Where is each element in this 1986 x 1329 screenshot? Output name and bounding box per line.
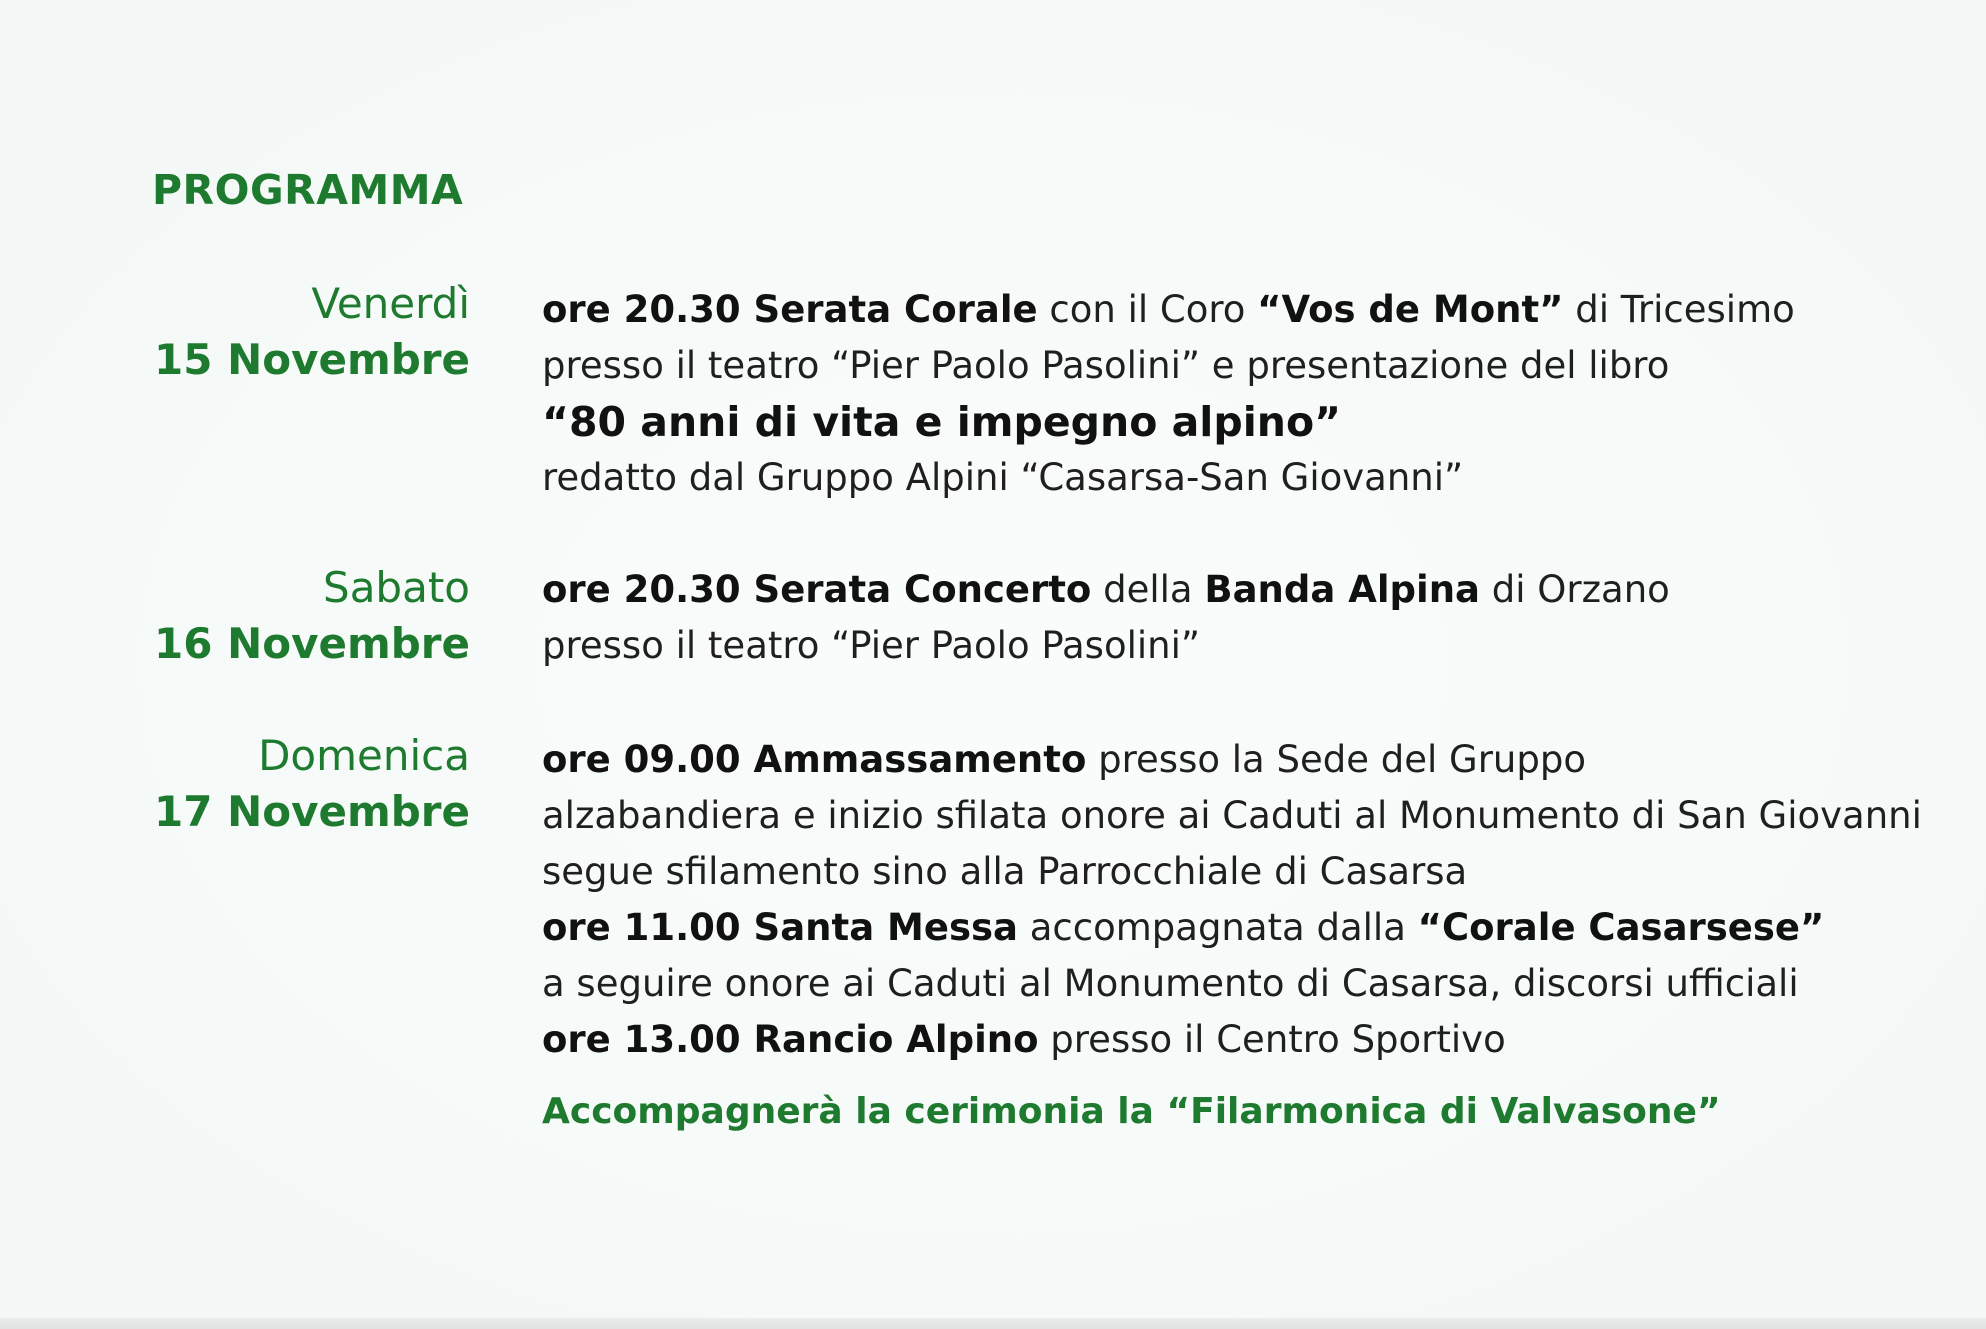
event-text: presso il teatro “Pier Paolo Pasolini” e presentazione del libro	[542, 344, 1670, 387]
event-emphasis: ore 11.00 Santa Messa	[542, 906, 1018, 949]
day-name: Domenica	[258, 731, 470, 780]
footer-note: Accompagnerà la cerimonia la “Filarmonica di Valvasone”	[542, 1091, 1721, 1132]
paper-bottom-edge	[0, 1318, 1986, 1329]
event-text: di Orzano	[1480, 568, 1670, 611]
footer-note-block	[542, 1084, 1721, 1140]
event-text: accompagnata dalla	[1017, 906, 1418, 949]
day-label-sunday	[154, 728, 470, 840]
day-events-sunday	[542, 732, 1922, 1068]
event-text: segue sfilamento sino alla Parrocchiale di Casarsa	[542, 850, 1468, 893]
day-date: 16 Novembre	[154, 619, 470, 668]
event-text: redatto dal Gruppo Alpini “Casarsa-San Giovanni”	[542, 456, 1464, 499]
event-line	[542, 338, 1795, 394]
event-line	[542, 282, 1795, 338]
event-text: con il Coro	[1037, 288, 1258, 331]
day-date: 15 Novembre	[154, 335, 470, 384]
event-line	[542, 900, 1922, 956]
day-name: Sabato	[323, 563, 470, 612]
event-line	[542, 1012, 1922, 1068]
event-text: della	[1091, 568, 1205, 611]
event-text: presso la Sede del Gruppo	[1086, 738, 1586, 781]
event-line	[542, 844, 1922, 900]
event-line	[542, 788, 1922, 844]
event-text: presso il teatro “Pier Paolo Pasolini”	[542, 624, 1201, 667]
event-emphasis: Banda Alpina	[1204, 568, 1481, 611]
event-emphasis: “Vos de Mont”	[1257, 288, 1564, 331]
event-text: di Tricesimo	[1563, 288, 1795, 331]
day-events-friday	[542, 282, 1795, 506]
event-emphasis: “Corale Casarsese”	[1417, 906, 1825, 949]
event-text: presso il Centro Sportivo	[1038, 1018, 1506, 1061]
event-emphasis: “80 anni di vita e impegno alpino”	[542, 398, 1342, 446]
book-title	[542, 394, 1795, 450]
event-line	[542, 562, 1670, 618]
event-text: alzabandiera e inizio sfilata onore ai Caduti al Monumento di San Giovanni	[542, 794, 1922, 837]
event-line	[542, 618, 1670, 674]
event-emphasis: ore 09.00 Ammassamento	[542, 738, 1087, 781]
page-title: PROGRAMMA	[152, 166, 464, 214]
event-line	[542, 956, 1922, 1012]
day-label-saturday	[154, 560, 470, 672]
day-name: Venerdì	[311, 279, 470, 328]
event-emphasis: ore 20.30 Serata Corale	[542, 288, 1038, 331]
day-date: 17 Novembre	[154, 787, 470, 836]
event-emphasis: ore 20.30 Serata Concerto	[542, 568, 1092, 611]
event-text: a seguire onore ai Caduti al Monumento di Casarsa, discorsi ufficiali	[542, 962, 1799, 1005]
day-events-saturday	[542, 562, 1670, 674]
day-label-friday	[154, 276, 470, 388]
event-line	[542, 450, 1795, 506]
event-line	[542, 732, 1922, 788]
event-emphasis: ore 13.00 Rancio Alpino	[542, 1018, 1039, 1061]
